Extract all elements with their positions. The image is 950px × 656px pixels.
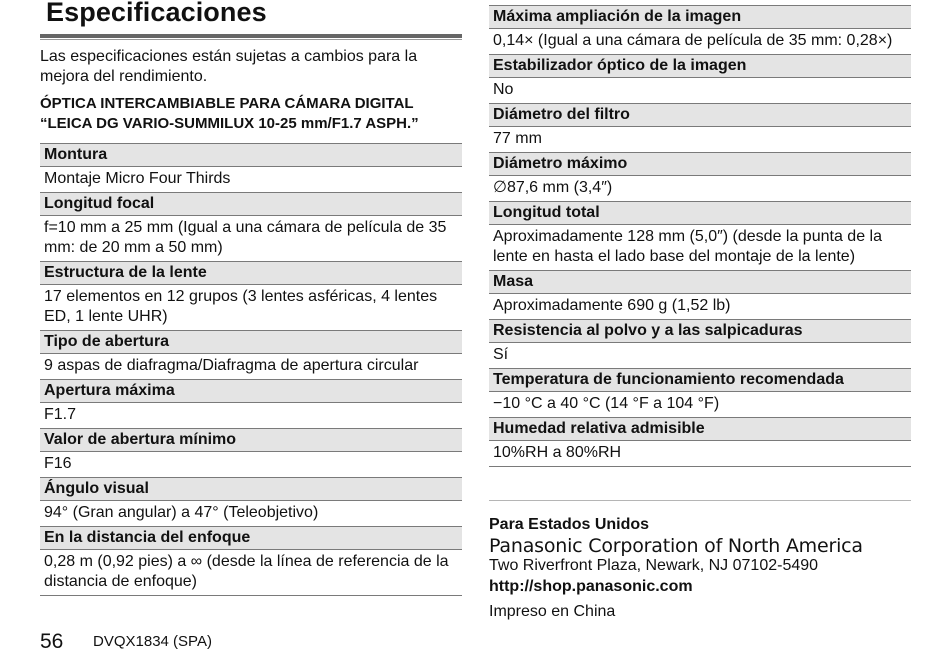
spec-value: No	[493, 81, 514, 98]
spec-label: Montura	[40, 143, 462, 167]
spec-value: Montaje Micro Four Thirds	[44, 170, 231, 187]
spec-label: Estructura de la lente	[40, 261, 462, 285]
spec-row	[489, 201, 911, 270]
spec-row	[489, 368, 911, 417]
spec-row	[40, 428, 462, 477]
specs-table-right	[489, 5, 911, 467]
spec-label: Humedad relativa admisible	[489, 417, 911, 441]
spec-value: 0,14× (Igual a una cámara de película de 35 mm: 0,28×)	[493, 32, 893, 49]
spec-label: Longitud focal	[40, 192, 462, 216]
spec-value: 77 mm	[493, 130, 542, 147]
spec-row	[489, 319, 911, 368]
us-heading: Para Estados Unidos	[489, 516, 650, 533]
spec-row	[40, 192, 462, 261]
spec-value: 0,28 m (0,92 pies) a ∞ (desde la línea de referencia de la distancia de enfoque)	[40, 550, 462, 596]
spec-label: Resistencia al polvo y a las salpicaduras	[489, 319, 911, 343]
spec-value: 17 elementos en 12 grupos (3 lentes asféricas, 4 lentes ED, 1 lente UHR)	[44, 288, 438, 325]
spec-value: −10 °C a 40 °C (14 °F a 104 °F)	[493, 395, 720, 412]
title-underline-thin	[40, 39, 462, 40]
spec-row	[40, 330, 462, 379]
spec-label: Diámetro del filtro	[489, 103, 911, 127]
product-line-1: ÓPTICA INTERCAMBIABLE PARA CÁMARA DIGITAL	[40, 95, 414, 112]
spec-value: F16	[44, 455, 72, 472]
intro-text: Las especificaciones están sujetas a cambios para la mejora del rendimiento.	[40, 48, 418, 85]
spec-label: Masa	[489, 270, 911, 294]
spec-row	[489, 103, 911, 152]
product-line-2: “LEICA DG VARIO-SUMMILUX 10-25 mm/F1.7 ASPH.”	[40, 115, 419, 132]
spec-label: Estabilizador óptico de la imagen	[489, 54, 911, 78]
spec-value: Sí	[493, 346, 509, 363]
website-url: http://shop.panasonic.com	[489, 578, 693, 595]
spec-value: 10%RH a 80%RH	[489, 441, 911, 467]
spec-value: ∅87,6 mm (3,4″)	[493, 179, 613, 196]
spec-row	[489, 152, 911, 201]
corporation-address: Two Riverfront Plaza, Newark, NJ 07102-5490	[489, 557, 819, 574]
page-number: 56	[40, 630, 64, 653]
spec-row	[489, 270, 911, 319]
spec-value: f=10 mm a 25 mm (Igual a una cámara de película de 35 mm: de 20 mm a 50 mm)	[44, 219, 447, 256]
spec-label: Ángulo visual	[40, 477, 462, 501]
spec-row	[489, 417, 911, 467]
spec-label: En la distancia del enfoque	[40, 526, 462, 550]
spec-row	[489, 5, 911, 54]
document-code: DVQX1834 (SPA)	[93, 633, 212, 650]
specs-table-left	[40, 143, 462, 596]
spec-value: 94° (Gran angular) a 47° (Teleobjetivo)	[44, 504, 319, 521]
spec-row	[489, 54, 911, 103]
spec-row	[40, 526, 462, 596]
spec-value: F1.7	[44, 406, 77, 423]
spec-label: Diámetro máximo	[489, 152, 911, 176]
footer-divider	[489, 500, 911, 501]
spec-row	[40, 261, 462, 330]
spec-label: Valor de abertura mínimo	[40, 428, 462, 452]
corporation-name: Panasonic Corporation of North America	[489, 535, 863, 557]
product-name	[40, 94, 460, 134]
spec-label: Tipo de abertura	[40, 330, 462, 354]
spec-value: Aproximadamente 690 g (1,52 lb)	[493, 297, 731, 314]
page-title: Especificaciones	[46, 0, 267, 27]
title-underline	[40, 34, 462, 38]
spec-label: Longitud total	[489, 201, 911, 225]
spec-row	[40, 379, 462, 428]
spec-row	[40, 143, 462, 192]
spec-value: Aproximadamente 128 mm (5,0″) (desde la punta de la lente en hasta el lado base del montaje de la lente)	[493, 228, 882, 265]
spec-label: Apertura máxima	[40, 379, 462, 403]
spec-label: Temperatura de funcionamiento recomendada	[489, 368, 911, 392]
spec-value: 9 aspas de diafragma/Diafragma de apertura circular	[44, 357, 419, 374]
spec-label: Máxima ampliación de la imagen	[489, 5, 911, 29]
printed-in: Impreso en China	[489, 603, 616, 620]
spec-row	[40, 477, 462, 526]
